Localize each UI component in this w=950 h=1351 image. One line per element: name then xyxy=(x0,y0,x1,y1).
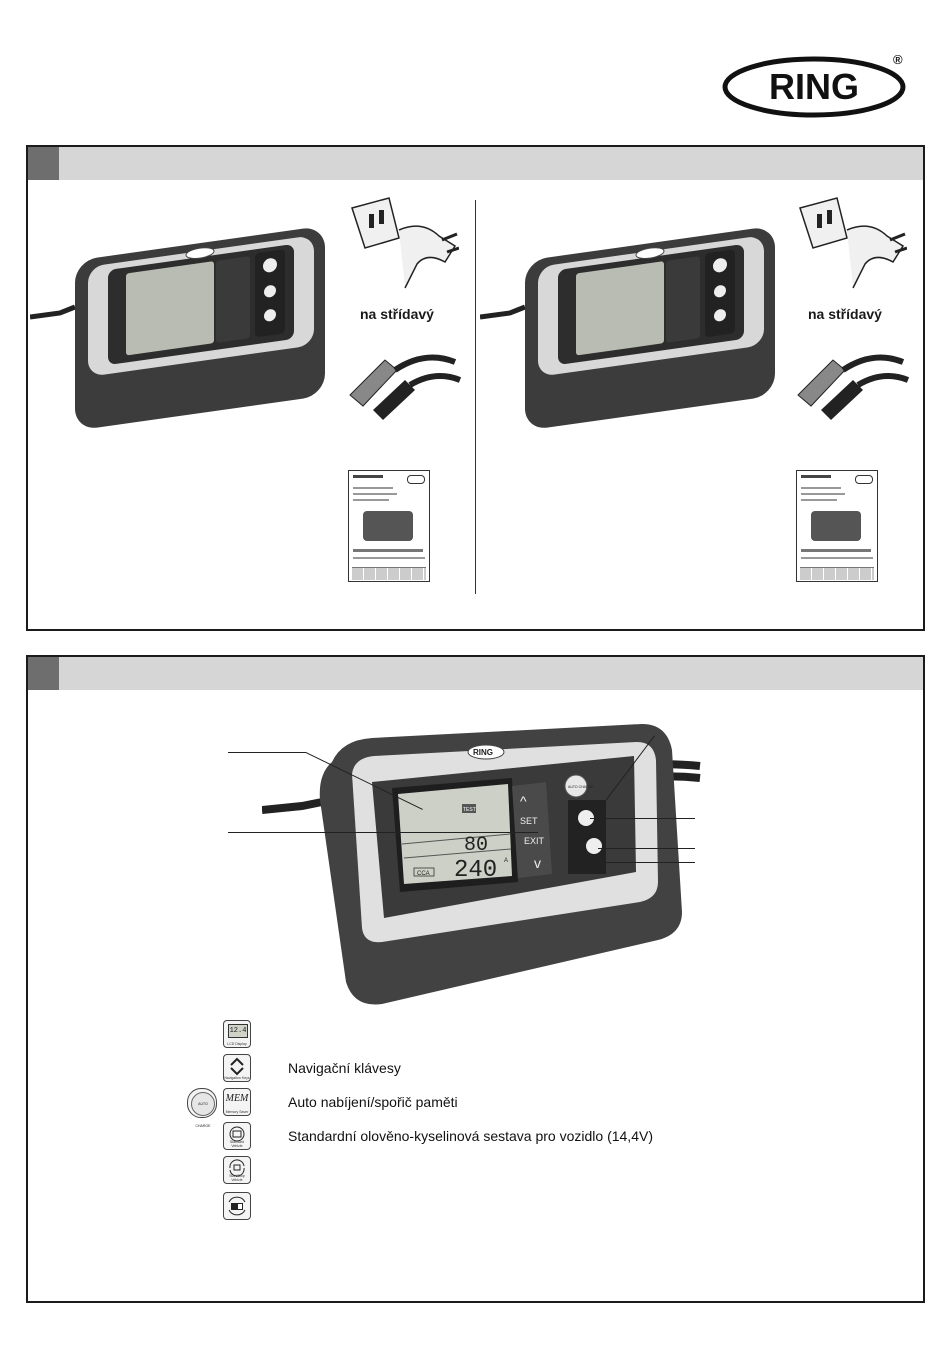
nav-set-label: SET xyxy=(520,816,538,826)
section-header-bar xyxy=(28,657,923,690)
lcd-mode-label: CCA xyxy=(417,871,430,877)
charger-detail-image xyxy=(262,722,702,1007)
standard-vehicle-icon: Standard Vehicle xyxy=(223,1122,251,1150)
lcd-temp-value: 80 xyxy=(464,834,489,857)
mains-plugs-image-right xyxy=(795,190,907,290)
nav-exit-label: EXIT xyxy=(524,836,545,846)
section-number-tab xyxy=(28,657,59,690)
registered-mark: ® xyxy=(893,52,903,67)
auto-charge-label: AUTO CHARGE xyxy=(568,785,594,789)
ring-logo xyxy=(722,56,906,118)
charger-logo: RING xyxy=(473,748,493,757)
ac-supply-label-left: na střídavý xyxy=(360,306,434,322)
auto-charge-icon: AUTO CHARGE xyxy=(187,1088,217,1118)
instruction-manual-image-right xyxy=(796,470,878,582)
nav-down-label: v xyxy=(534,855,541,871)
column-divider xyxy=(475,200,476,594)
nav-up-label: ^ xyxy=(520,793,527,809)
legend-text-auto-charge: Auto nabíjení/spořič paměti xyxy=(288,1094,458,1110)
battery-clamps-image-left xyxy=(345,340,465,425)
section-header-bar xyxy=(28,147,923,180)
ac-supply-label-right: na střídavý xyxy=(808,306,882,322)
charger-image-right xyxy=(480,215,780,430)
lcd-unit: A xyxy=(504,858,509,864)
lcd-display-icon: 12.4 LCD Display xyxy=(223,1020,251,1048)
legend-text-navigation: Navigační klávesy xyxy=(288,1060,401,1076)
callout-line-mode1 xyxy=(590,818,695,819)
lcd-main-value: 240 xyxy=(454,857,498,884)
battery-clamps-image-right xyxy=(793,340,913,425)
battery-test-icon xyxy=(223,1192,251,1220)
callout-line-mode2 xyxy=(598,848,695,849)
callout-line-mode3 xyxy=(604,862,695,863)
legend-text-standard-vehicle: Standardní olověno-kyselinová sestava pro vozidlo (14,4V) xyxy=(288,1128,653,1144)
section-number-tab xyxy=(28,147,59,180)
logo-text: RING xyxy=(769,66,859,107)
mains-plugs-image-left xyxy=(347,190,459,290)
charger-image-left xyxy=(30,215,330,430)
memory-saver-icon: MEM Memory Saver xyxy=(223,1088,251,1116)
navigation-keys-icon: Navigation Keys xyxy=(223,1054,251,1082)
lcd-test-label: TEST xyxy=(463,807,476,813)
callout-line-lcd xyxy=(228,752,306,753)
instruction-manual-image-left xyxy=(348,470,430,582)
callout-line-nav xyxy=(228,832,538,833)
start-stop-vehicle-icon: Start/Stop Vehicle xyxy=(223,1156,251,1184)
